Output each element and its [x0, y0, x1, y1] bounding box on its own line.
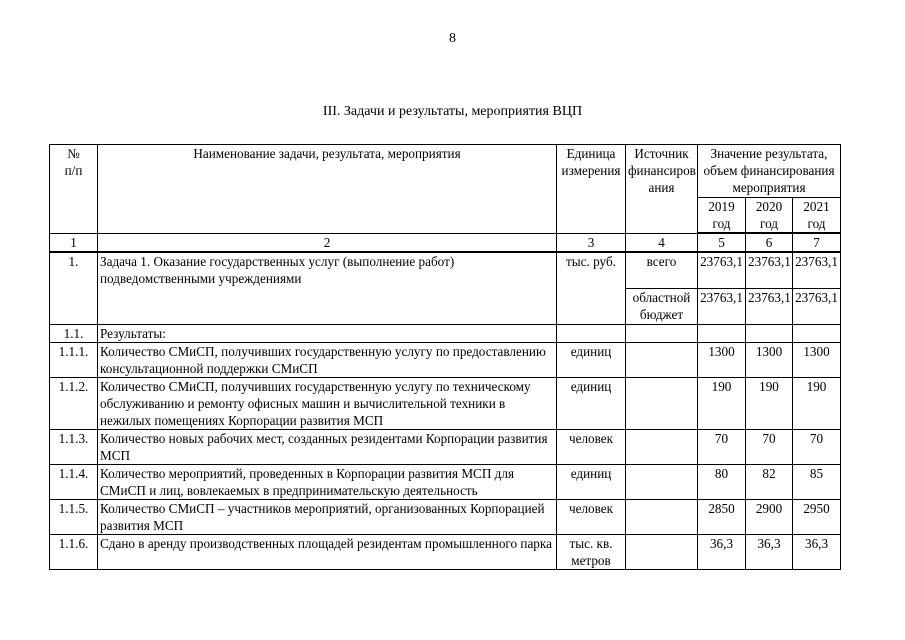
- header-source: Источник финансиров ания: [626, 145, 698, 234]
- task-unit: тыс. руб.: [557, 252, 626, 325]
- result-num: 1.1.1.: [50, 343, 98, 378]
- result-value: 2850: [698, 500, 746, 535]
- header-row: [50, 145, 841, 198]
- result-value: 70: [793, 430, 841, 465]
- column-number: 1: [50, 233, 98, 252]
- result-value: 190: [746, 378, 793, 430]
- result-unit: человек: [557, 430, 626, 465]
- column-number: 7: [793, 233, 841, 252]
- page-number: 8: [449, 31, 456, 46]
- column-number: 3: [557, 233, 626, 252]
- results-label: Результаты:: [98, 325, 557, 343]
- result-row: [50, 430, 841, 465]
- result-num: 1.1.2.: [50, 378, 98, 430]
- result-row: [50, 500, 841, 535]
- task-num: 1.: [50, 252, 98, 325]
- result-name: Количество СМиСП, получивших государственную услугу по техническому обслуживанию и ремонту офисных машин и вычислительной техники в нежилых помещениях Корпорации развития МСП: [98, 378, 557, 430]
- header-unit: Единица измерения: [557, 145, 626, 234]
- result-value: 85: [793, 465, 841, 500]
- result-unit: человек: [557, 500, 626, 535]
- header-year: 2019 год: [698, 198, 746, 234]
- header-name: Наименование задачи, результата, мероприятия: [98, 145, 557, 234]
- result-row: [50, 465, 841, 500]
- result-value: 82: [746, 465, 793, 500]
- result-num: 1.1.5.: [50, 500, 98, 535]
- result-row: [50, 535, 841, 570]
- header-year: 2021 год: [793, 198, 841, 234]
- task-value: 23763,1: [793, 252, 841, 289]
- result-value: 70: [746, 430, 793, 465]
- result-value: 36,3: [698, 535, 746, 570]
- result-num: 1.1.4.: [50, 465, 98, 500]
- result-unit: тыс. кв. метров: [557, 535, 626, 570]
- header-num: № п/п: [50, 145, 98, 234]
- result-row: [50, 378, 841, 430]
- result-name: Количество новых рабочих мест, созданных резидентами Корпорации развития МСП: [98, 430, 557, 465]
- task-row: [50, 252, 841, 289]
- result-value: 36,3: [746, 535, 793, 570]
- results-header-row: [50, 325, 841, 343]
- result-value: 1300: [746, 343, 793, 378]
- result-row: [50, 343, 841, 378]
- task-value: 23763,1: [746, 289, 793, 325]
- column-number: 4: [626, 233, 698, 252]
- task-source: всего: [626, 252, 698, 289]
- result-value: 190: [698, 378, 746, 430]
- task-value: 23763,1: [698, 252, 746, 289]
- results-num: 1.1.: [50, 325, 98, 343]
- result-num: 1.1.3.: [50, 430, 98, 465]
- result-num: 1.1.6.: [50, 535, 98, 570]
- result-value: 36,3: [793, 535, 841, 570]
- result-name: Количество мероприятий, проведенных в Корпорации развития МСП для СМиСП и лиц, вовлекаемых в предпринимательскую деятельность: [98, 465, 557, 500]
- result-name: Количество СМиСП – участников мероприятий, организованных Корпорацией развития МСП: [98, 500, 557, 535]
- result-unit: единиц: [557, 378, 626, 430]
- column-number: 2: [98, 233, 557, 252]
- result-name: Сдано в аренду производственных площадей резидентам промышленного парка: [98, 535, 557, 570]
- result-unit: единиц: [557, 343, 626, 378]
- task-value: 23763,1: [793, 289, 841, 325]
- result-value: 80: [698, 465, 746, 500]
- result-value: 190: [793, 378, 841, 430]
- column-number: 5: [698, 233, 746, 252]
- result-value: 70: [698, 430, 746, 465]
- column-numbers-row: [50, 233, 841, 252]
- column-number: 6: [746, 233, 793, 252]
- result-value: 1300: [793, 343, 841, 378]
- header-year: 2020 год: [746, 198, 793, 234]
- task-name: Задача 1. Оказание государственных услуг (выполнение работ) подведомственными учреждениями: [98, 252, 557, 325]
- header-value-group: Значение результата, объем финансирования мероприятия: [698, 145, 841, 198]
- task-source: областной бюджет: [626, 289, 698, 325]
- result-unit: единиц: [557, 465, 626, 500]
- result-value: 2950: [793, 500, 841, 535]
- result-value: 1300: [698, 343, 746, 378]
- section-title: III. Задачи и результаты, мероприятия ВЦП: [322, 104, 583, 119]
- result-value: 2900: [746, 500, 793, 535]
- task-value: 23763,1: [746, 252, 793, 289]
- task-value: 23763,1: [698, 289, 746, 325]
- tasks-results-table: [49, 144, 841, 570]
- result-name: Количество СМиСП, получивших государственную услугу по предоставлению консультационной поддержки СМиСП: [98, 343, 557, 378]
